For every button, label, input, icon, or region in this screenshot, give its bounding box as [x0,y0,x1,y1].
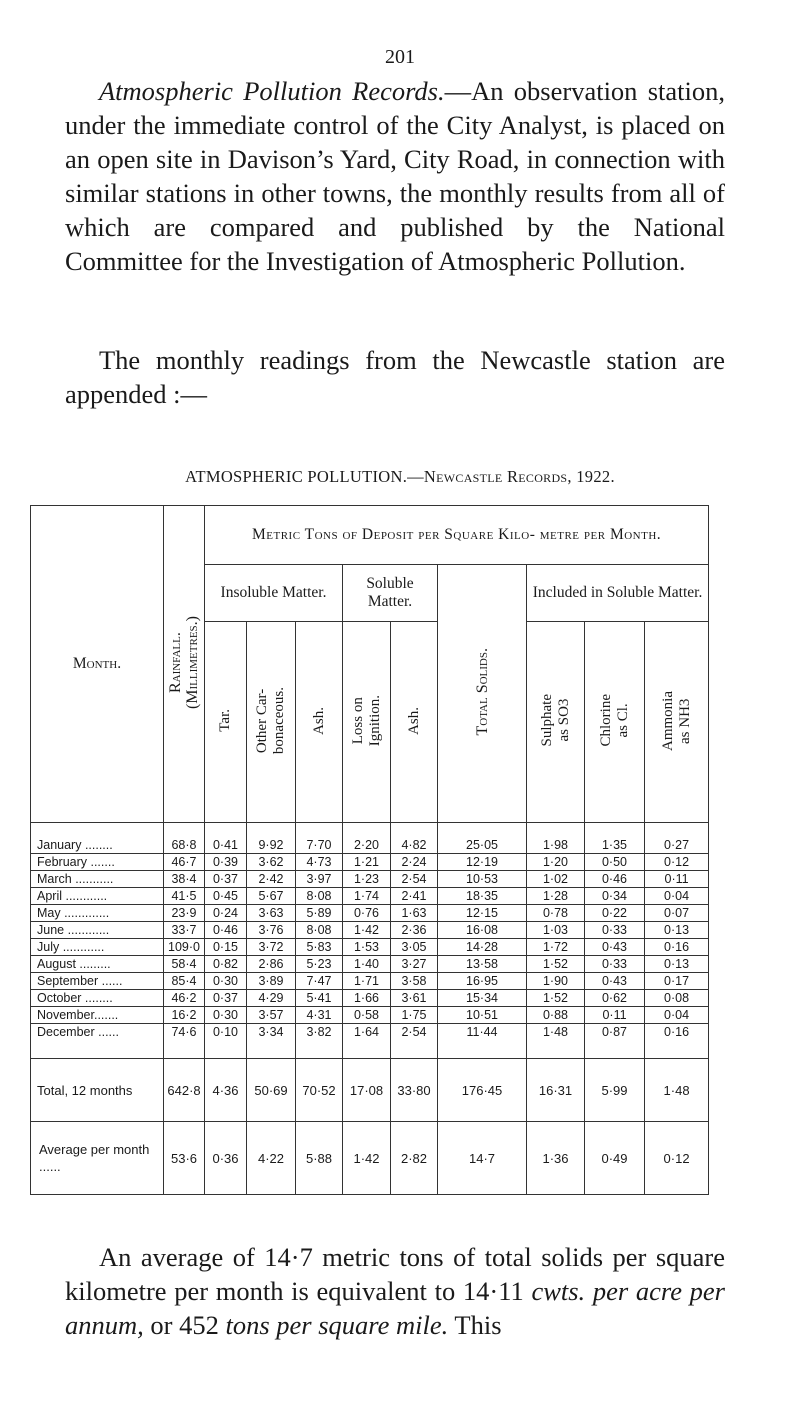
header-soluble: Soluble Matter. [343,565,438,622]
table-cell: 1·74 [343,888,391,905]
table-cell: 0·22 [585,905,645,922]
conclusion-emph2: tons per square mile. [225,1310,449,1340]
table-cell: 3·34 [247,1024,296,1059]
table-cell: 0·12 [645,854,709,871]
table-cell: 16·95 [438,973,527,990]
table-row [31,1024,709,1059]
table-cell: 0·07 [645,905,709,922]
table-cell: 85·4 [164,973,205,990]
table-cell: 2·36 [391,922,438,939]
header-other-carbonaceous: Other Car- bonaceous. [247,622,296,823]
table-row [31,1007,709,1024]
table-row [31,905,709,922]
table-cell: 4·22 [247,1122,296,1195]
table-cell: 3·62 [247,854,296,871]
table-cell: Total, 12 months [31,1059,164,1122]
table-cell: 0·49 [585,1122,645,1195]
total-row [31,1059,709,1122]
header-sulphate: Sulphate as SO3 [527,622,585,823]
table-cell: 4·36 [205,1059,247,1122]
table-cell: 0·08 [645,990,709,1007]
table-cell: 38·4 [164,871,205,888]
table-cell: 0·04 [645,1007,709,1024]
table-cell: 3·58 [391,973,438,990]
header-chlorine: Chlorine as Cl. [585,622,645,823]
table-body [31,823,709,1059]
header-included: Included in Soluble Matter. [527,565,709,622]
table-cell: 9·92 [247,823,296,854]
readings-paragraph [65,343,725,411]
table-cell: 0·58 [343,1007,391,1024]
table-cell: 3·05 [391,939,438,956]
table-cell: 0·82 [205,956,247,973]
table-cell: 3·82 [296,1024,343,1059]
table-cell: 0·30 [205,973,247,990]
table-cell: 1·75 [391,1007,438,1024]
table-cell: 0·11 [585,1007,645,1024]
table-cell: 3·63 [247,905,296,922]
table-cell: 14·28 [438,939,527,956]
table-cell: 0·11 [645,871,709,888]
table-row [31,871,709,888]
table-cell: 3·57 [247,1007,296,1024]
table-cell: 11·44 [438,1024,527,1059]
table-cell: 23·9 [164,905,205,922]
header-insoluble: Insoluble Matter. [205,565,343,622]
conclusion-end: This [448,1310,502,1340]
table-cell: 46·7 [164,854,205,871]
table-cell: 4·31 [296,1007,343,1024]
table-caption [0,467,800,487]
header-tar: Tar. [205,622,247,823]
table-cell: 4·82 [391,823,438,854]
table-cell: 3·76 [247,922,296,939]
table-cell: 1·52 [527,990,585,1007]
table-cell: 0·41 [205,823,247,854]
table-cell: 1·20 [527,854,585,871]
table-row [31,990,709,1007]
table-cell: 0·15 [205,939,247,956]
table-cell: 70·52 [296,1059,343,1122]
table-cell: 1·71 [343,973,391,990]
table-row [31,888,709,905]
table-cell: 1·72 [527,939,585,956]
table-cell: 2·86 [247,956,296,973]
table-cell: 1·98 [527,823,585,854]
table-cell: 4·29 [247,990,296,1007]
month-label: May ............. [31,905,164,922]
table-cell: 1·23 [343,871,391,888]
table-cell: 0·13 [645,956,709,973]
table-cell: 13·58 [438,956,527,973]
month-label: March ........... [31,871,164,888]
table-cell: 0·13 [645,922,709,939]
header-ash-insoluble: Ash. [296,622,343,823]
table-cell: 1·03 [527,922,585,939]
table-cell: 2·24 [391,854,438,871]
caption-sub: —Newcastle Records, 1922. [407,467,615,486]
month-label: September ...... [31,973,164,990]
table-cell: 0·39 [205,854,247,871]
table-cell: 0·46 [585,871,645,888]
table-cell: 0·16 [645,939,709,956]
table-cell: 15·34 [438,990,527,1007]
intro-text: —An observation station, under the immediate control of the City Analyst, is placed on an open site in Davison’s Yard, City Road, in connection with similar stations in other towns, the monthly results from all of which are compared and published by the National Committee for the Investigation of Atmospheric Pollution. [65,76,725,276]
table-cell: 2·42 [247,871,296,888]
table-cell: 0·04 [645,888,709,905]
header-loss-on-ignition: Loss on Ignition. [343,622,391,823]
table-cell: 0·43 [585,973,645,990]
table-row [31,973,709,990]
table-cell: 74·6 [164,1024,205,1059]
month-label: October ........ [31,990,164,1007]
table-cell: 5·83 [296,939,343,956]
table-cell: 17·08 [343,1059,391,1122]
table-cell: 0·78 [527,905,585,922]
month-label: February ....... [31,854,164,871]
table-cell: 0·37 [205,871,247,888]
table-cell: 16·2 [164,1007,205,1024]
header-metric-tons: Metric Tons of Deposit per Square Kilo- metre per Month. [205,506,709,565]
table-cell: 0·62 [585,990,645,1007]
table-cell: 16·31 [527,1059,585,1122]
table-cell: 1·21 [343,854,391,871]
table-cell: 14·7 [438,1122,527,1195]
conclusion-text: An average of 14·7 metric tons of total solids per square kilometre per month is equivalent to 14·11 [65,1242,725,1306]
table-cell: 1·90 [527,973,585,990]
conclusion-emph: cwts. per acre per annum, [65,1276,725,1340]
table-cell: 1·40 [343,956,391,973]
table-cell: 0·16 [645,1024,709,1059]
table-cell: 25·05 [438,823,527,854]
table-cell: 46·2 [164,990,205,1007]
table-cell: 0·87 [585,1024,645,1059]
month-label: January ........ [31,823,164,854]
table-cell: 8·08 [296,922,343,939]
table-cell: 16·08 [438,922,527,939]
table-cell: 50·69 [247,1059,296,1122]
table-cell: 2·54 [391,1024,438,1059]
table-cell: 0·33 [585,922,645,939]
table-cell: 0·88 [527,1007,585,1024]
pollution-table [30,505,709,1195]
caption-main: ATMOSPHERIC POLLUTION. [185,467,408,486]
table-cell: 41·5 [164,888,205,905]
table-cell: 58·4 [164,956,205,973]
month-label: July ............ [31,939,164,956]
table-cell: 2·82 [391,1122,438,1195]
table-cell: 0·10 [205,1024,247,1059]
table-cell: 33·7 [164,922,205,939]
table-cell: 68·8 [164,823,205,854]
conclusion-paragraph [65,1240,725,1342]
table-cell: 3·61 [391,990,438,1007]
table-cell: 0·24 [205,905,247,922]
intro-title: Atmospheric Pollution Records. [99,76,445,106]
page-number: 201 [385,46,415,68]
table-cell: 0·50 [585,854,645,871]
table-cell: 33·80 [391,1059,438,1122]
table-row [31,854,709,871]
table-cell: 1·36 [527,1122,585,1195]
table-cell: 12·19 [438,854,527,871]
table-cell: 5·89 [296,905,343,922]
table-cell: 2·41 [391,888,438,905]
header-rainfall: Rainfall. (Millimetres.) [164,506,205,823]
table-cell: 7·47 [296,973,343,990]
table-cell: 1·53 [343,939,391,956]
table-cell: 5·99 [585,1059,645,1122]
header-total-solids: Total Solids. [438,565,527,823]
table-cell: 10·51 [438,1007,527,1024]
table-cell: 7·70 [296,823,343,854]
table-cell: 12·15 [438,905,527,922]
table-cell: 5·88 [296,1122,343,1195]
month-label: August ......... [31,956,164,973]
table-cell: 1·42 [343,922,391,939]
table-cell: 1·28 [527,888,585,905]
table-cell: 1·42 [343,1122,391,1195]
table-cell: 0·34 [585,888,645,905]
header-ammonia: Ammonia as NH3 [645,622,709,823]
table-cell: Average per month ...... [31,1122,164,1195]
table-cell: 109·0 [164,939,205,956]
table-cell: 1·02 [527,871,585,888]
table-cell: 3·89 [247,973,296,990]
table-cell: 18·35 [438,888,527,905]
table-cell: 5·67 [247,888,296,905]
table-cell: 5·41 [296,990,343,1007]
readings-text: The monthly readings from the Newcastle station are appended :— [65,345,725,409]
table-cell: 8·08 [296,888,343,905]
header-ash-soluble: Ash. [391,622,438,823]
table-cell: 0·30 [205,1007,247,1024]
table-cell: 642·8 [164,1059,205,1122]
table-cell: 5·23 [296,956,343,973]
table-cell: 0·46 [205,922,247,939]
table-cell: 1·66 [343,990,391,1007]
table-cell: 1·52 [527,956,585,973]
table-cell: 3·27 [391,956,438,973]
table-cell: 3·97 [296,871,343,888]
table-cell: 0·43 [585,939,645,956]
average-row [31,1122,709,1195]
table-row [31,823,709,854]
table-cell: 1·35 [585,823,645,854]
table-cell: 0·27 [645,823,709,854]
table-cell: 53·6 [164,1122,205,1195]
table-cell: 2·20 [343,823,391,854]
month-label: December ...... [31,1024,164,1059]
table-cell: 176·45 [438,1059,527,1122]
month-label: April ............ [31,888,164,905]
month-label: November....... [31,1007,164,1024]
header-month: Month. [31,506,164,823]
table-cell: 0·33 [585,956,645,973]
table-row [31,922,709,939]
table-cell: 0·37 [205,990,247,1007]
table-cell: 1·48 [645,1059,709,1122]
table-cell: 0·36 [205,1122,247,1195]
table-cell: 10·53 [438,871,527,888]
intro-paragraph [65,74,725,278]
table-cell: 1·64 [343,1024,391,1059]
table-cell: 4·73 [296,854,343,871]
table-row [31,956,709,973]
table-cell: 0·12 [645,1122,709,1195]
table-cell: 3·72 [247,939,296,956]
table-cell: 0·17 [645,973,709,990]
table-cell: 0·76 [343,905,391,922]
table-cell: 1·48 [527,1024,585,1059]
table-cell: 1·63 [391,905,438,922]
table-row [31,939,709,956]
month-label: June ............ [31,922,164,939]
table-cell: 2·54 [391,871,438,888]
conclusion-mid: or 452 [143,1310,226,1340]
table-cell: 0·45 [205,888,247,905]
